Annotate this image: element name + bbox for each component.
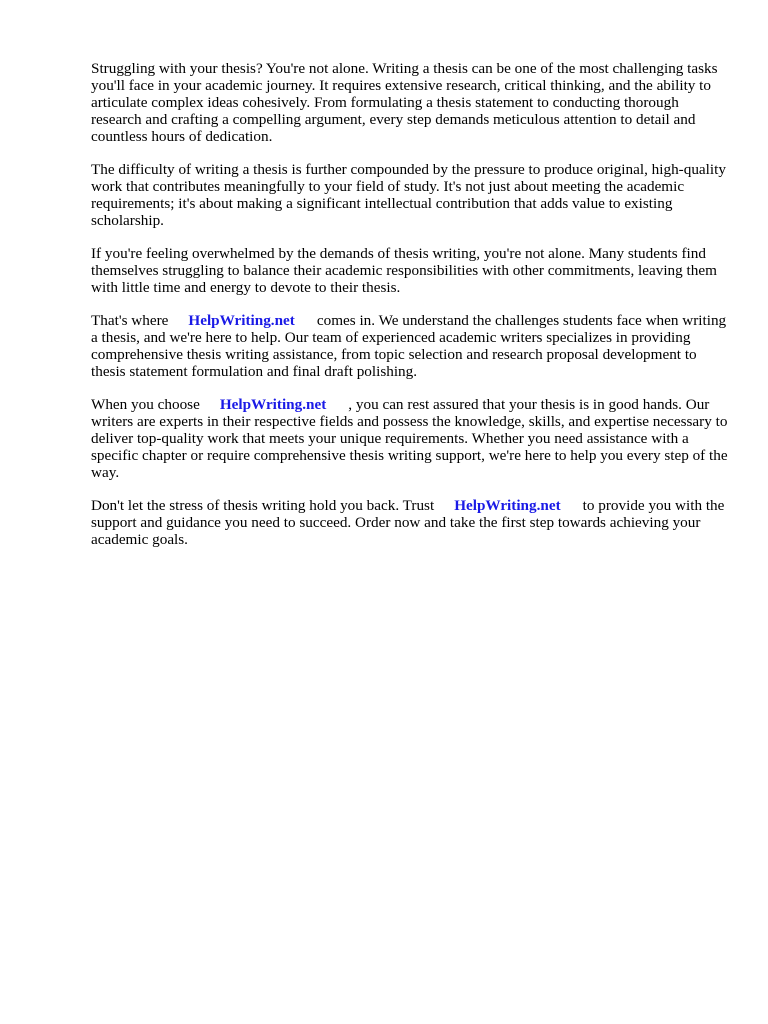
document-page bbox=[91, 60, 731, 564]
paragraph-text-after: , you can rest assured that your thesis is in good hands. Our writers are experts in their respective fields and possess the knowledge, skills, and expertise necessary to deliver top-quality work that meets your unique requirements. Whether you need assistance with a specific chapter or require comprehensive thesis writing support, we're here to help you every step of the way. bbox=[91, 396, 728, 481]
helpwriting-link[interactable]: HelpWriting.net bbox=[454, 497, 561, 514]
paragraph-when-you-choose bbox=[91, 396, 731, 481]
paragraph-text: Struggling with your thesis? You're not alone. Writing a thesis can be one of the most challenging tasks you'll face in your academic journey. It requires extensive research, critical thinking, and the ability to articulate complex ideas cohesively. From formulating a thesis statement to conducting thorough research and crafting a compelling argument, every step demands meticulous attention to detail and countless hours of dedication. bbox=[91, 60, 718, 145]
paragraph-thats-where bbox=[91, 312, 731, 380]
helpwriting-link[interactable]: HelpWriting.net bbox=[219, 396, 327, 413]
helpwriting-link[interactable]: HelpWriting.net bbox=[188, 312, 295, 329]
paragraph-text-before: When you choose bbox=[91, 396, 200, 413]
paragraph-text-after: comes in. We understand the challenges students face when writing a thesis, and we're here to help. Our team of experienced academic writers specializes in providing comprehensive thesis writing assistance, from topic selection and research proposal development to thesis statement formulation and final draft polishing. bbox=[91, 312, 727, 380]
paragraph-text-before: That's where bbox=[91, 312, 169, 329]
paragraph-struggling bbox=[91, 60, 731, 145]
paragraph-text: If you're feeling overwhelmed by the demands of thesis writing, you're not alone. Many students find themselves struggling to balance their academic responsibilities with other commitments, leaving them with little time and energy to devote to their thesis. bbox=[91, 245, 717, 296]
paragraph-difficulty bbox=[91, 161, 731, 229]
paragraph-text-before: Don't let the stress of thesis writing hold you back. Trust bbox=[91, 497, 435, 514]
paragraph-dont-let bbox=[91, 497, 731, 548]
paragraph-text-after: to provide you with the support and guidance you need to succeed. Order now and take the first step towards achieving your academic goals. bbox=[91, 497, 725, 548]
paragraph-overwhelmed bbox=[91, 245, 731, 296]
paragraph-text: The difficulty of writing a thesis is further compounded by the pressure to produce original, high-quality work that contributes meaningfully to your field of study. It's not just about meeting the academic requirements; it's about making a significant intellectual contribution that adds value to existing scholarship. bbox=[91, 161, 726, 229]
